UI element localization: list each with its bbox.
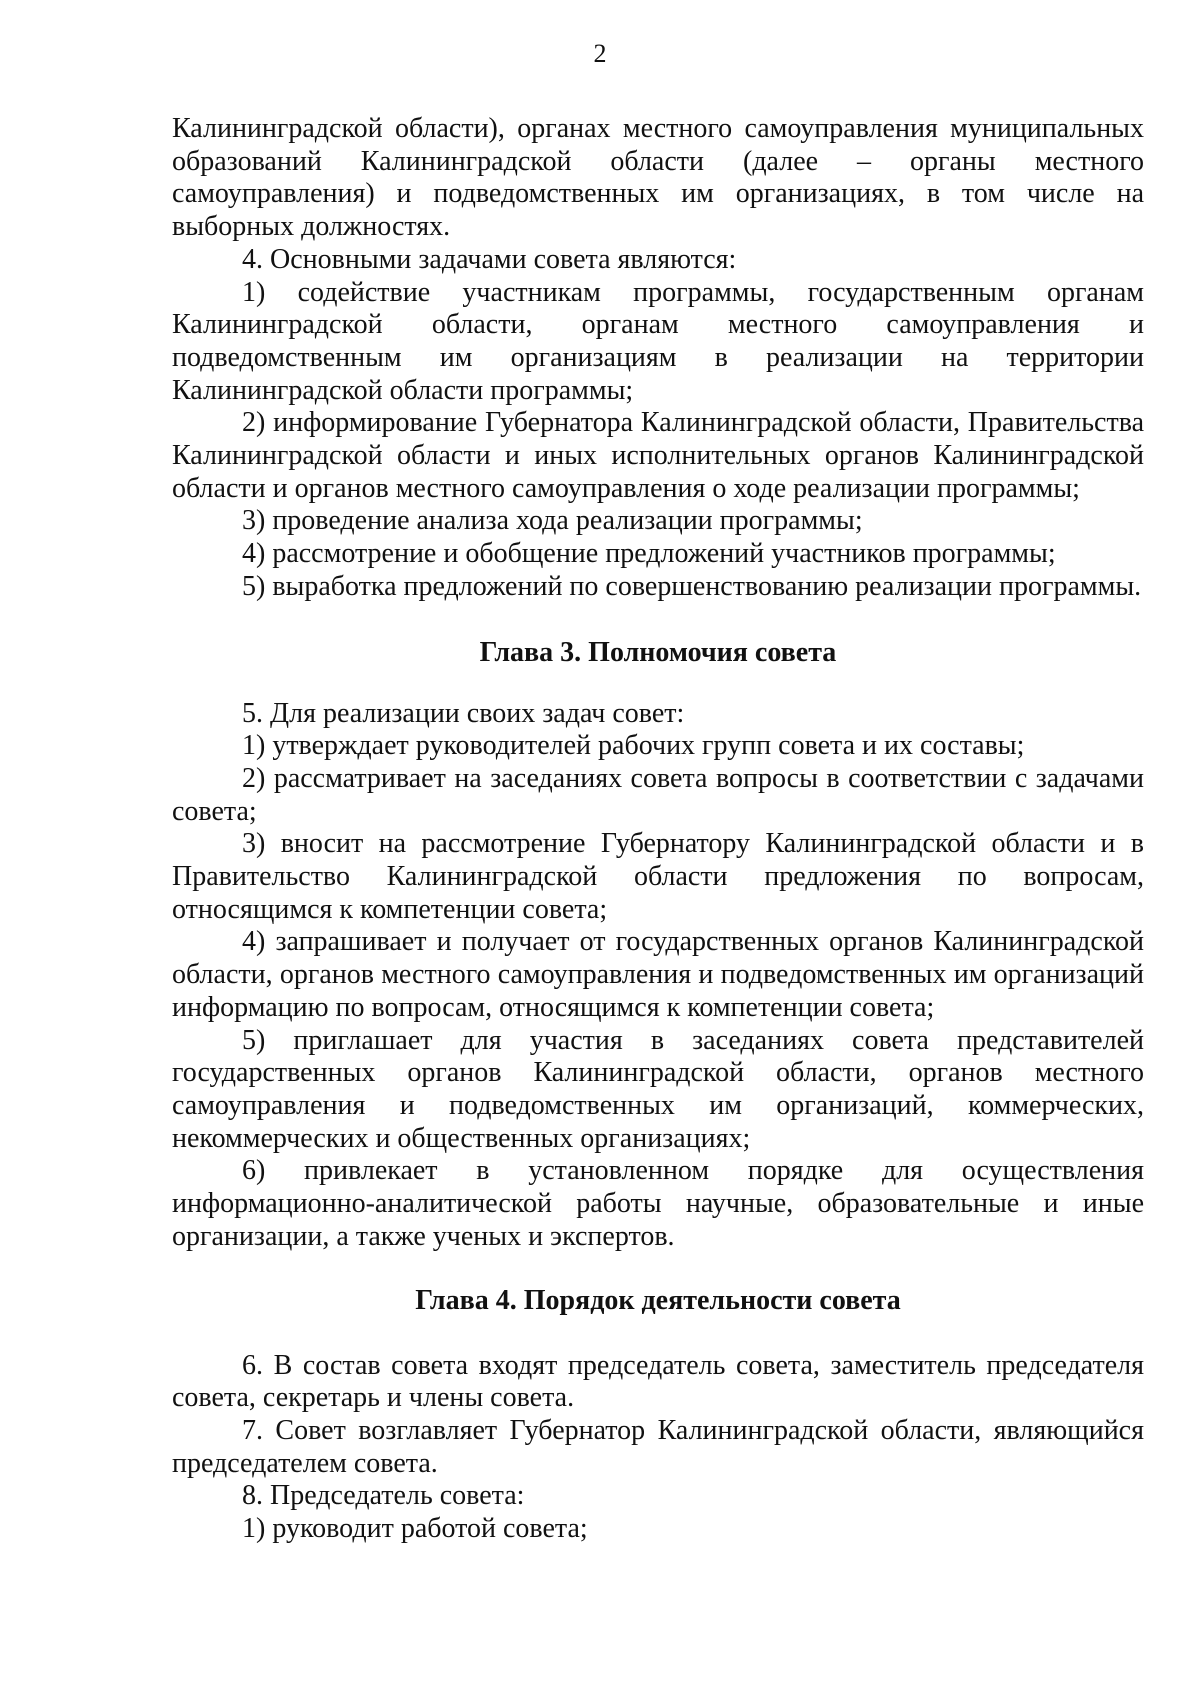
paragraph-power-1: 1) утверждает руководителей рабочих групп совета и их составы; — [242, 730, 1025, 762]
paragraph-chair-duty-1: 1) руководит работой совета; — [242, 1513, 588, 1545]
paragraph-item-8: 8. Председатель совета: — [242, 1480, 525, 1512]
document-body — [172, 113, 1144, 1546]
chapter-3-heading: Глава 3. Полномочия совета — [479, 636, 837, 668]
paragraph-item-4: 4. Основными задачами совета являются: — [242, 243, 737, 275]
paragraph-item-7: 7. Совет возглавляет Губернатор Калининградской области, являющийся председателем совета. — [172, 1414, 1144, 1479]
paragraph-power-4: 4) запрашивает и получает от государственных органов Калининградской области, органов местного самоуправления и подведомственных им организаций информацию по вопросам, относящимся к компетенции совета; — [172, 926, 1144, 1023]
paragraph-power-3: 3) вносит на рассмотрение Губернатору Калининградской области и в Правительство Калининградской области предложения по вопросам, относящимся к компетенции совета; — [172, 828, 1144, 925]
paragraph-power-5: 5) приглашает для участия в заседаниях совета представителей государственных органов Калининградской области, органов местного самоуправления и подведомственных им организаций, коммерческих, некоммерческих и общественных организациях; — [172, 1024, 1144, 1154]
paragraph-power-6: 6) привлекает в установленном порядке для осуществления информационно-аналитической работы научные, образовательные и иные организации, а также ученых и экспертов. — [172, 1155, 1144, 1252]
paragraph-task-2: 2) информирование Губернатора Калининградской области, Правительства Калининградской области и иных исполнительных органов Калининградской области и органов местного самоуправления о ходе реализации программы; — [172, 407, 1144, 504]
paragraph-task-4: 4) рассмотрение и обобщение предложений участников программы; — [242, 538, 1056, 570]
paragraph-task-1: 1) содействие участникам программы, государственным органам Калининградской области, органам местного самоуправления и подведомственным им организациям в реализации на территории Калининградской области программы; — [172, 276, 1144, 406]
paragraph-item-5: 5. Для реализации своих задач совет: — [242, 697, 685, 729]
paragraph-task-5: 5) выработка предложений по совершенствованию реализации программы. — [242, 570, 1142, 602]
paragraph-continuation: Калининградской области), органах местного самоуправления муниципальных образований Калининградской области (далее – органы местного самоуправления) и подведомственных им организациях, в том числе на выборных должностях. — [172, 113, 1144, 243]
paragraph-item-6: 6. В состав совета входят председатель совета, заместитель председателя совета, секретарь и члены совета. — [172, 1349, 1144, 1414]
paragraph-power-2: 2) рассматривает на заседаниях совета вопросы в соответствии с задачами совета; — [172, 762, 1144, 827]
paragraph-task-3: 3) проведение анализа хода реализации программы; — [242, 505, 863, 537]
page-number: 2 — [593, 39, 607, 68]
chapter-4-heading: Глава 4. Порядок деятельности совета — [415, 1284, 901, 1316]
